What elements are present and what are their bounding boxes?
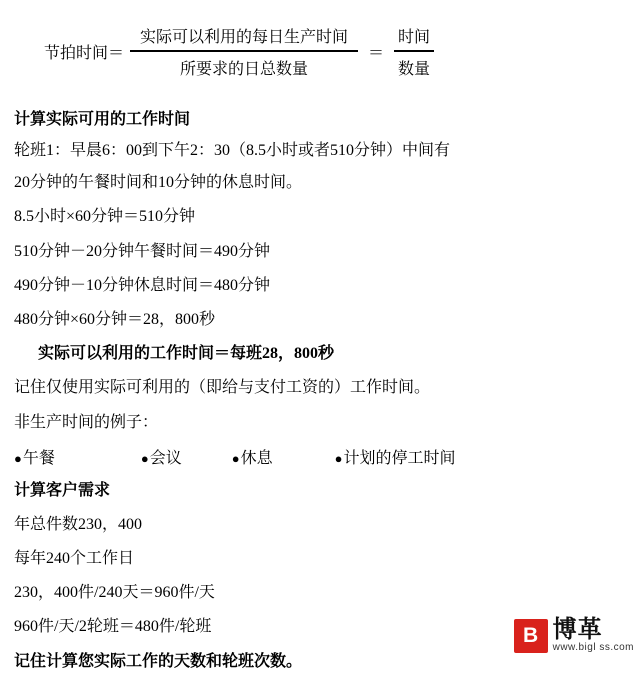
bullet-dot-icon: ● — [334, 450, 343, 466]
section2-line-4: 960件/天/2轮班＝480件/轮班 — [14, 618, 212, 636]
logo-website-url: www.bigl ss.com — [552, 642, 634, 653]
formula-left-denominator: 所要求的日总数量 — [130, 50, 358, 79]
section2-heading: 计算客户需求 — [14, 481, 111, 499]
section1-note: 记住仅使用实际可利用的（即给与支付工资的）工作时间。 — [14, 379, 431, 397]
section1-line-6: 480分钟×60分钟＝28，800秒 — [14, 310, 216, 328]
bullet-spacer-2 — [182, 445, 232, 468]
section2-line-3: 230，400件/240天＝960件/天 — [14, 584, 215, 602]
section1-line-2: 20分钟的午餐时间和10分钟的休息时间。 — [14, 174, 303, 192]
bullet-dot-icon: ● — [14, 450, 22, 466]
non-production-bullet-list — [14, 445, 628, 468]
section1-line-3: 8.5小时×60分钟＝510分钟 — [14, 208, 196, 226]
formula-left-numerator: 实际可以利用的每日生产时间 — [140, 28, 349, 46]
bullet-item-break — [232, 445, 273, 468]
logo-text-block — [553, 618, 634, 654]
formula-right-fraction — [394, 24, 434, 79]
section1-heading: 计算实际可用的工作时间 — [14, 111, 191, 128]
bullet-label-break: 休息 — [240, 449, 273, 467]
formula-right-denominator: 数量 — [394, 50, 434, 79]
section1-line-4: 510分钟－20分钟午餐时间＝490分钟 — [14, 242, 271, 260]
bullet-label-meeting: 会议 — [149, 449, 182, 467]
bullet-dot-icon: ● — [231, 450, 240, 466]
section1-line-1: 轮班1：早晨6：00到下午2：30（8.5小时或者510分钟）中间有 — [14, 142, 451, 159]
section1-result: 实际可以利用的工作时间＝每班28，800秒 — [38, 345, 335, 363]
formula-right-numerator: 时间 — [398, 28, 431, 46]
bullet-spacer-1 — [55, 445, 141, 468]
section1-line-5: 490分钟－10分钟休息时间＝480分钟 — [14, 276, 271, 294]
bullet-item-planned-downtime — [335, 445, 456, 468]
formula-equals-sign: ＝ — [368, 44, 385, 62]
section2-line-1: 年总件数230，400 — [14, 515, 143, 533]
bullet-dot-icon: ● — [140, 450, 149, 466]
bullet-spacer-3 — [273, 445, 335, 468]
formula-left-fraction — [130, 24, 358, 79]
bullet-item-meeting — [141, 445, 182, 468]
bullet-label-lunch: 午餐 — [22, 449, 55, 467]
brand-logo — [514, 616, 634, 656]
takt-time-formula — [14, 10, 628, 92]
section2-footer: 记住计算您实际工作的天数和轮班次数。 — [14, 652, 303, 670]
formula-label: 节拍时间＝ — [44, 44, 125, 62]
section1-examples-label: 非生产时间的例子： — [14, 413, 159, 431]
logo-company-name: 博革 — [552, 616, 603, 643]
bullet-item-lunch — [14, 445, 55, 468]
logo-mark-icon: B — [514, 619, 548, 653]
bullet-label-planned-downtime: 计划的停工时间 — [343, 449, 456, 467]
section2-line-2: 每年240个工作日 — [14, 550, 135, 568]
